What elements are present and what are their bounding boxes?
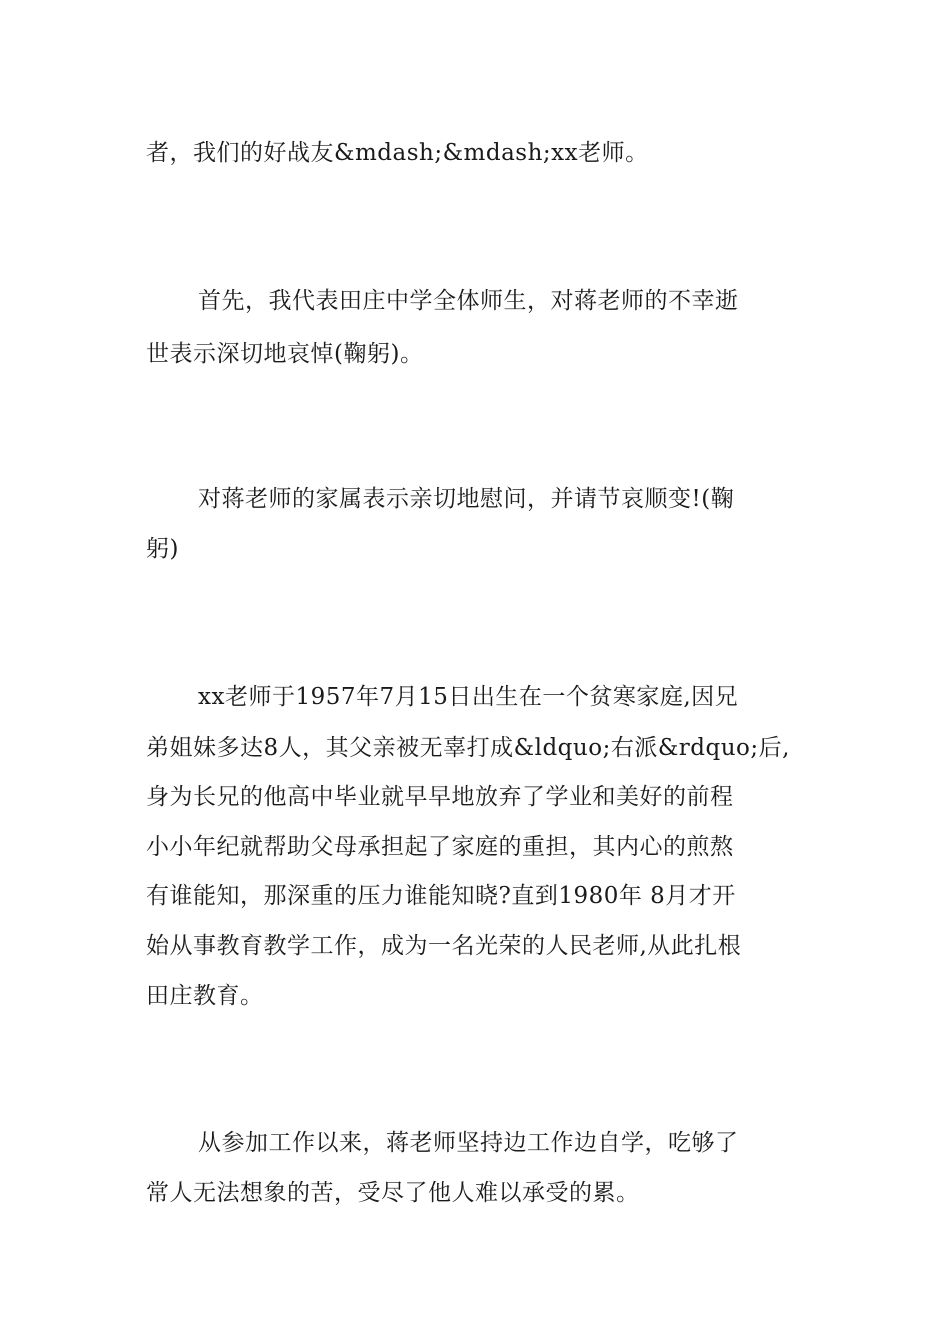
text-line: 者，我们的好战友&mdash;&mdash;xx老师。	[146, 140, 649, 166]
text-line: 对蒋老师的家属表示亲切地慰问，并请节哀顺变!(鞠	[198, 486, 735, 512]
text-line: 弟姐妹多达8人，其父亲被无辜打成&ldquo;右派&rdquo;后,	[146, 735, 790, 761]
text-line: xx老师于1957年7月15日出生在一个贫寒家庭,因兄	[198, 684, 739, 710]
text-line: 躬)	[146, 536, 179, 562]
text-line: 从参加工作以来，蒋老师坚持边工作边自学，吃够了	[198, 1130, 739, 1156]
text-line: 田庄教育。	[146, 983, 264, 1009]
text-line: 世表示深切地哀悼(鞠躬)。	[146, 341, 424, 367]
text-line: 身为长兄的他高中毕业就早早地放弃了学业和美好的前程	[146, 784, 734, 810]
text-line: 始从事教育教学工作，成为一名光荣的人民老师,从此扎根	[146, 933, 742, 959]
text-line: 小小年纪就帮助父母承担起了家庭的重担，其内心的煎熬	[146, 834, 734, 860]
text-line: 首先，我代表田庄中学全体师生，对蒋老师的不幸逝	[198, 288, 739, 314]
text-line: 有谁能知，那深重的压力谁能知晓?直到1980年 8月才开	[146, 883, 736, 909]
text-line: 常人无法想象的苦，受尽了他人难以承受的累。	[146, 1180, 640, 1206]
